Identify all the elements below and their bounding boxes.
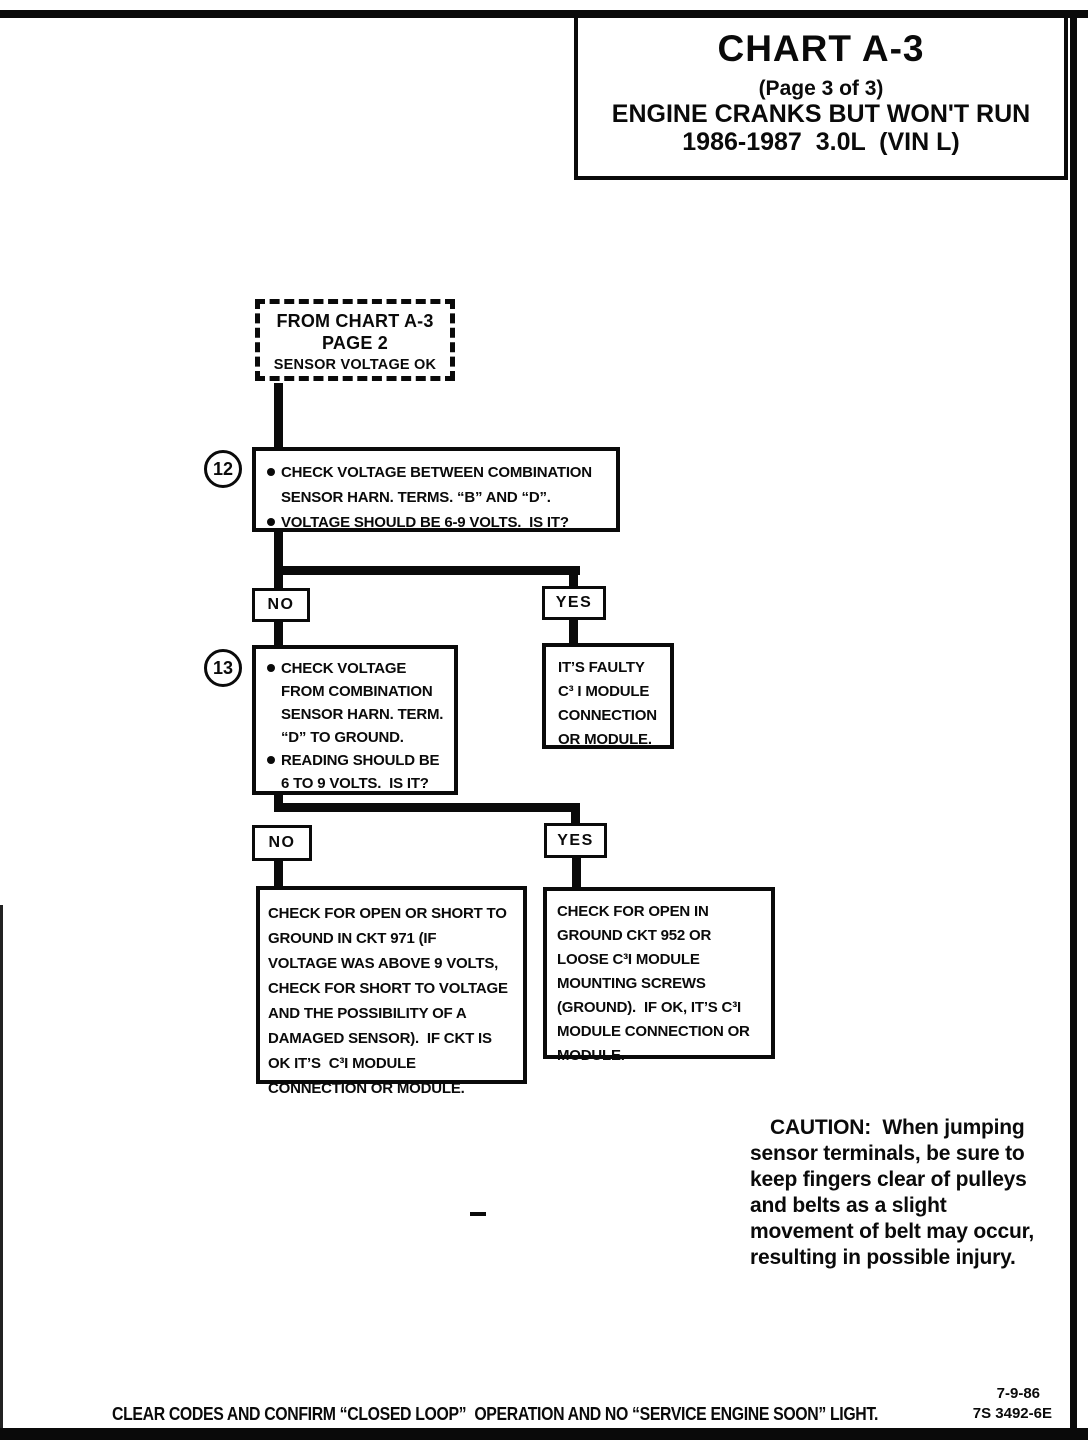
chart-title: CHART A-3 — [717, 28, 925, 69]
chart-page-note: (Page 3 of 3) — [758, 77, 884, 100]
chart-engine-spec: 1986-1987 3.0L (VIN L) — [682, 128, 960, 156]
footer-doc-info — [930, 1384, 1052, 1424]
footer-doc-code: 7S 3492-6E — [972, 1405, 1052, 1422]
step-13-badge: 13 — [204, 649, 242, 687]
start-node-lines: FROM CHART A-3 PAGE 2 — [276, 311, 434, 353]
connector-no2-to-result — [274, 859, 283, 888]
connector-no1-to-step13 — [274, 621, 283, 647]
footer-date: 7-9-86 — [996, 1385, 1040, 1402]
step-12-bullet-1: CHECK VOLTAGE BETWEEN COMBINATION SENSOR HARN. TERMS. “B” AND “D”. — [266, 460, 610, 510]
branch1-horizontal-line — [274, 566, 580, 575]
connector-yes2-to-result — [572, 856, 581, 889]
yes2-result-box: CHECK FOR OPEN IN GROUND CKT 952 OR LOOSE C³I MODULE MOUNTING SCREWS (GROUND). IF OK, IT’S C³I MODULE CONNECTION OR MODULE. — [543, 887, 775, 1059]
flow-start-node — [255, 299, 455, 381]
stray-scan-mark — [470, 1212, 486, 1216]
chart-subtitle: ENGINE CRANKS BUT WON'T RUN — [611, 100, 1031, 128]
connector-yes1-to-result — [569, 619, 578, 645]
connector-step12-down — [274, 530, 283, 590]
step-13-box — [252, 645, 458, 795]
right-rule — [1070, 10, 1077, 1440]
step-13-bullet-2: READING SHOULD BE 6 TO 9 VOLTS. IS IT? — [266, 749, 452, 795]
step-13-bullet-1: CHECK VOLTAGE FROM COMBINATION SENSOR HARN. TERM. “D” TO GROUND. — [266, 657, 452, 749]
footer-instruction: CLEAR CODES AND CONFIRM “CLOSED LOOP” OPERATION AND NO “SERVICE ENGINE SOON” LIGHT. — [112, 1404, 879, 1424]
step-12-bullet-2: VOLTAGE SHOULD BE 6-9 VOLTS. IS IT? — [266, 510, 610, 535]
branch2-horizontal-line — [274, 803, 580, 812]
connector-start-to-step12 — [274, 383, 283, 449]
branch1-yes-box: YES — [542, 586, 606, 620]
chart-title-box — [574, 12, 1068, 180]
step-12-badge: 12 — [204, 450, 242, 488]
left-rule-partial — [0, 905, 3, 1428]
branch2-no-box: NO — [252, 825, 312, 861]
yes1-result-box: IT’S FAULTY C³ I MODULE CONNECTION OR MODULE. — [542, 643, 674, 749]
no2-result-box: CHECK FOR OPEN OR SHORT TO GROUND IN CKT 971 (IF VOLTAGE WAS ABOVE 9 VOLTS, CHECK FOR SHORT TO VOLTAGE AND THE POSSIBILITY OF A DAMAGED SENSOR). IF CKT IS OK IT’S C³I MODULE CONNECTION OR MODULE. — [256, 886, 527, 1084]
caution-note: CAUTION: When jumping sensor terminals, be sure to keep fingers clear of pulleys and belts as a slight movement of belt may occur, resulting in possible injury. — [750, 1116, 1035, 1269]
start-node-note: SENSOR VOLTAGE OK — [273, 357, 437, 373]
branch1-no-box: NO — [252, 588, 310, 622]
bottom-rule — [0, 1428, 1088, 1440]
step-12-box — [252, 447, 620, 532]
branch2-yes-box: YES — [544, 823, 607, 858]
